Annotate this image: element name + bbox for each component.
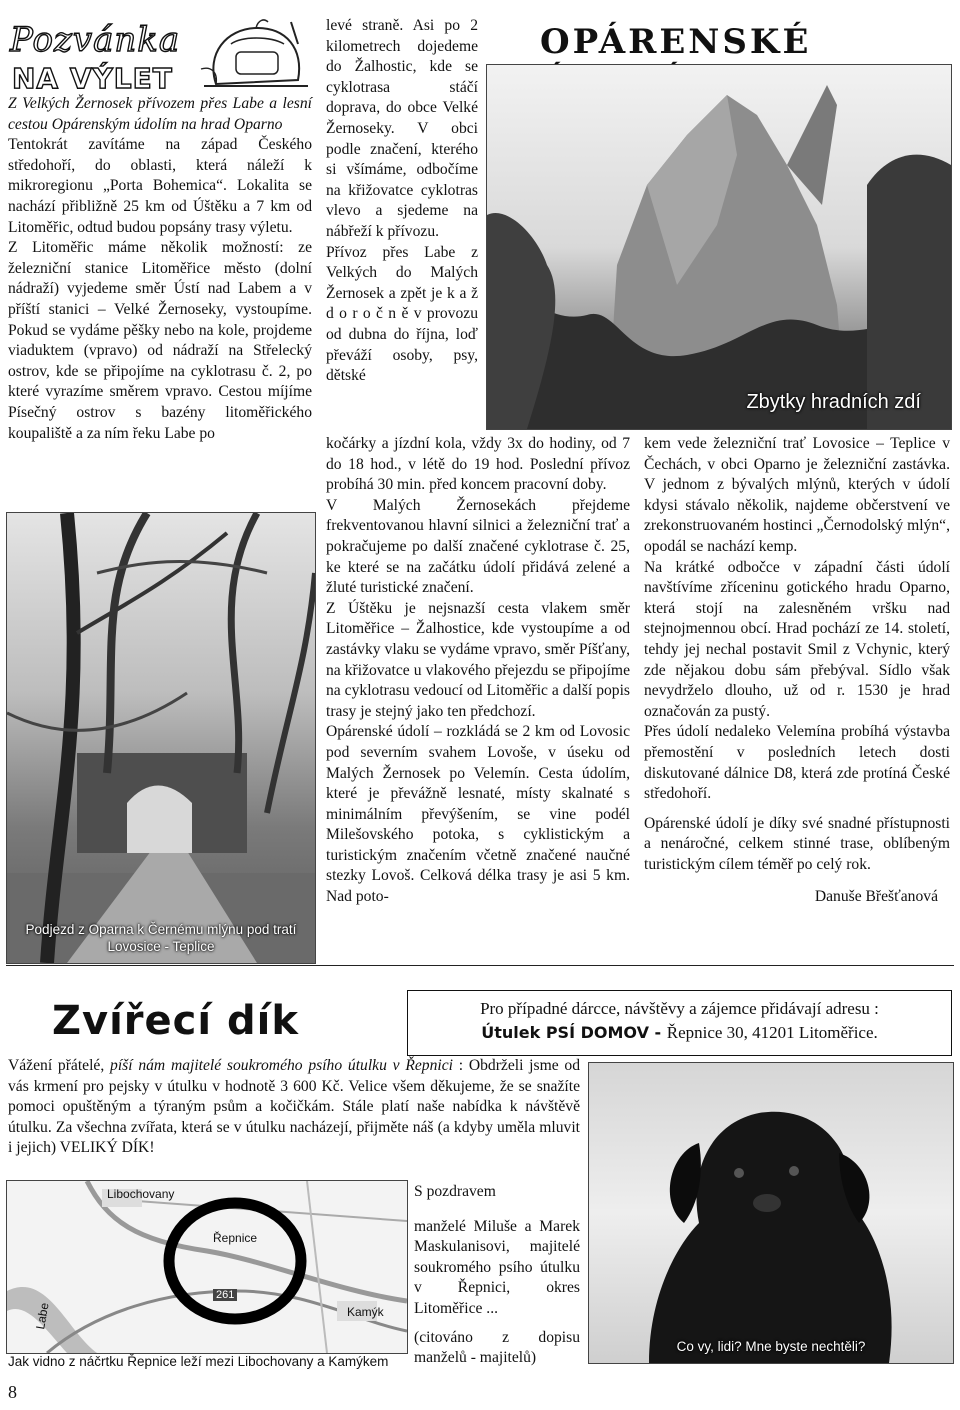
article-column-2-upper [326, 16, 478, 387]
signoff-citation: (citováno z dopisu manželů - majitelů) [414, 1328, 580, 1367]
thanks-letter [8, 1056, 580, 1159]
map-label: Labe [33, 1301, 52, 1331]
tunnel-photo-caption: Podjezd z Oparna k Černému mlýnu pod tratí Lovosice - Teplice [25, 922, 297, 954]
section-divider [6, 965, 954, 966]
shelter-address: Řepnice 30, 41201 Litoměřice. [666, 1023, 878, 1042]
article-paragraph: Tentokrát zavítáme na západ Českého středohoří, do oblasti, která náleží k mikroregionu „Porta Bohemica“. Lokalita se nachází přibližně 25 km od Úštěku a 7 km od Litoměřic, odtud budou popsány trasy výletu. [8, 136, 312, 236]
article-title: OPÁRENSKÉ [540, 22, 812, 62]
map-label: Libochovany [107, 1187, 175, 1201]
article-paragraph: Přes údolí nedaleko Velemína probíhá výstavba přemostění v posledních letech dosti diskutované dálnice D8, která zde protíná České středohoří. [644, 723, 950, 803]
map-illustration [7, 1181, 407, 1353]
map-sketch [6, 1180, 408, 1354]
article-paragraph: Opárenské údolí je díky své snadné přístupnosti a nenáročné, celkem stinné trase, oblíbeným turistickým cílem téměř po celý rok. [644, 814, 950, 873]
signoff-greeting: S pozdravem [414, 1183, 496, 1200]
puppy-photo-caption: Co vy, lidi? Mne byste nechtěli? [676, 1339, 866, 1354]
article-paragraph: Z Úštěku je nejsnazší cesta vlakem směr Litoměřice – Žalhostice, kde vystoupíme a od zastávky vlaku se vydáme vpravo, směr Píšťany, na křižovatce u vlakového přejezdu se připojíme na cyklotrasu vedoucí od Litoměřic a další popis trasy je stejný jako ten předchozí. [326, 599, 630, 720]
backpack-drawing-icon [196, 14, 316, 96]
banner-caps-text: NA VÝLET [12, 62, 173, 95]
letter-signoff [414, 1182, 580, 1369]
donor-box-address-line [408, 1021, 951, 1045]
article-paragraph: kem vede železniční trať Lovosice – Teplice v Čechách, v obci Oparno je železniční zastávka. V jednom z bývalých mlýnů, kterých v údolí kdysi stávalo několik, najdeme občerstvení ve zrekonstruovaném hostinci „Černodolský mlýn“, opodál se nachází kemp. [644, 435, 950, 555]
puppy-photo [588, 1062, 954, 1364]
map-label: Řepnice [213, 1231, 258, 1245]
article-author: Danuše Břešťanová [814, 888, 938, 906]
shelter-name: Útulek PSÍ DOMOV - [481, 1023, 667, 1042]
article-lead: Z Velkých Žernosek přívozem přes Labe a lesní cestou Opárenským údolím na hrad Oparno [8, 95, 312, 133]
donor-address-box [407, 990, 952, 1056]
castle-photo-caption: Zbytky hradních zdí [746, 391, 921, 413]
map-label: 261 [213, 1289, 237, 1301]
thanks-paragraph: Vážení přátelé, píší nám majitelé soukromého psího útulku v Řepnici : Obdrželi jsme od vás krmení pro pejsky v útulku v hodnotě 3 600 Kč. Velice všem děkujeme, že se snažíte pomoci opuštěným a týraným psům a kočičkám. Stále platí naše nabídka k návštěvě útulku. Za všechna zvířata, která se v útulku nacházejí, přijměte náš (a kdyby uměla mluvit i jejich) VELIKÝ DÍK! [8, 1057, 580, 1157]
section-title: Zvířecí dík [52, 998, 299, 1044]
article-column-1 [8, 94, 312, 444]
page-number: 8 [8, 1382, 17, 1402]
banner-logo [6, 14, 316, 98]
article-paragraph: levé straně. Asi po 2 kilometrech dojedeme do Žalhostic, kde se cyklotrasa stáčí doprava, do obce Velké Žernoseky. V obci podle značení, kterého si všímáme, odbočíme na křižovatce cyklotras vlevo a sjedeme na nábřeží k přívozu. [326, 17, 478, 240]
article-paragraph: Opárenské údolí – rozkládá se 2 km od Lovosic pod severním svahem Lovoše, v úseku od Malých Žernosek po Velemín. Cesta údolím, které je převážně lesnaté, místy skalnaté s minimálním převýšením, se vine podél Milešovského potoka, s cyklistickým a turistickým značením včetně značené naučné stezky Lovoš. Celková délka trasy je asi 5 km. Nad poto- [326, 723, 630, 906]
castle-photo [486, 64, 952, 430]
article-paragraph: Z Litoměřic máme několik možností: ze železniční stanice Litoměřice město (dolní nádraží) vyjedeme směr Ústí nad Labem a v příští stanici – Velké Žernoseky, vystoupíme. Pokud se vydáme pěšky nebo na kole, projdeme viaduktem (vpravo) od nádraží na Střelecký ostrov, kde se připojíme na cyklotrasu č. 2, po které vyrazíme směrem vpravo. Cestou míjíme Písečný ostrov s bazény litoměřického koupaliště a za ním řeku Labe po [8, 239, 312, 442]
article-paragraph: Na krátké odbočce v západní části údolí navštívíme zříceninu gotického hradu Oparno, která stojí na zalesněném vršku nad stejnojmennou obcí. Hrad pochází ze 14. století, tehdy jej nechal postavit Smil z Vchynic, který zde nějakou dobu sám přebýval. Sídlo však nevydrželo dlouho, už od r. 1530 je hrad označován za pustý. [644, 558, 950, 720]
map-label: Kamýk [347, 1305, 384, 1319]
article-paragraph: Přívoz přes Labe z Velkých do Malých Žernosek a zpět je k a ž d o r o č n ě v provozu od dubna do října, loď převáží osoby, psy, dětské [326, 243, 478, 385]
article-paragraph: kočárky a jízdní kola, vždy 3x do hodiny, od 7 do 18 hod., v létě do 19 hod. Poslední přívoz probíhá 30 min. před koncem pracovní doby. [326, 435, 630, 494]
banner-script-text: Pozvánka [10, 20, 181, 60]
article-paragraph: V Malých Žernosekách přejdeme frekventovanou hlavní silnici a železniční trať a pokračujeme po další značené cyklotrase č. 25, ke které se na začátku údolí přidává zelené a žluté turistické značení. [326, 496, 630, 597]
tunnel-photo [6, 512, 316, 964]
signoff-names: manželé Miluše a Marek Maskulanisovi, majitelé soukromého psího útulku v Řepnici, okres Litoměřice ... [414, 1217, 580, 1317]
map-caption: Jak vidno z náčrtku Řepnice leží mezi Libochovany a Kamýkem [8, 1354, 389, 1369]
donor-box-line: Pro případné dárcce, návštěvy a zájemce přidávají adresu : [480, 999, 879, 1018]
castle-illustration [487, 65, 951, 429]
article-column-2-lower [326, 434, 630, 908]
puppy-illustration [589, 1063, 953, 1363]
article-column-3 [644, 434, 950, 908]
tunnel-illustration [7, 513, 315, 963]
